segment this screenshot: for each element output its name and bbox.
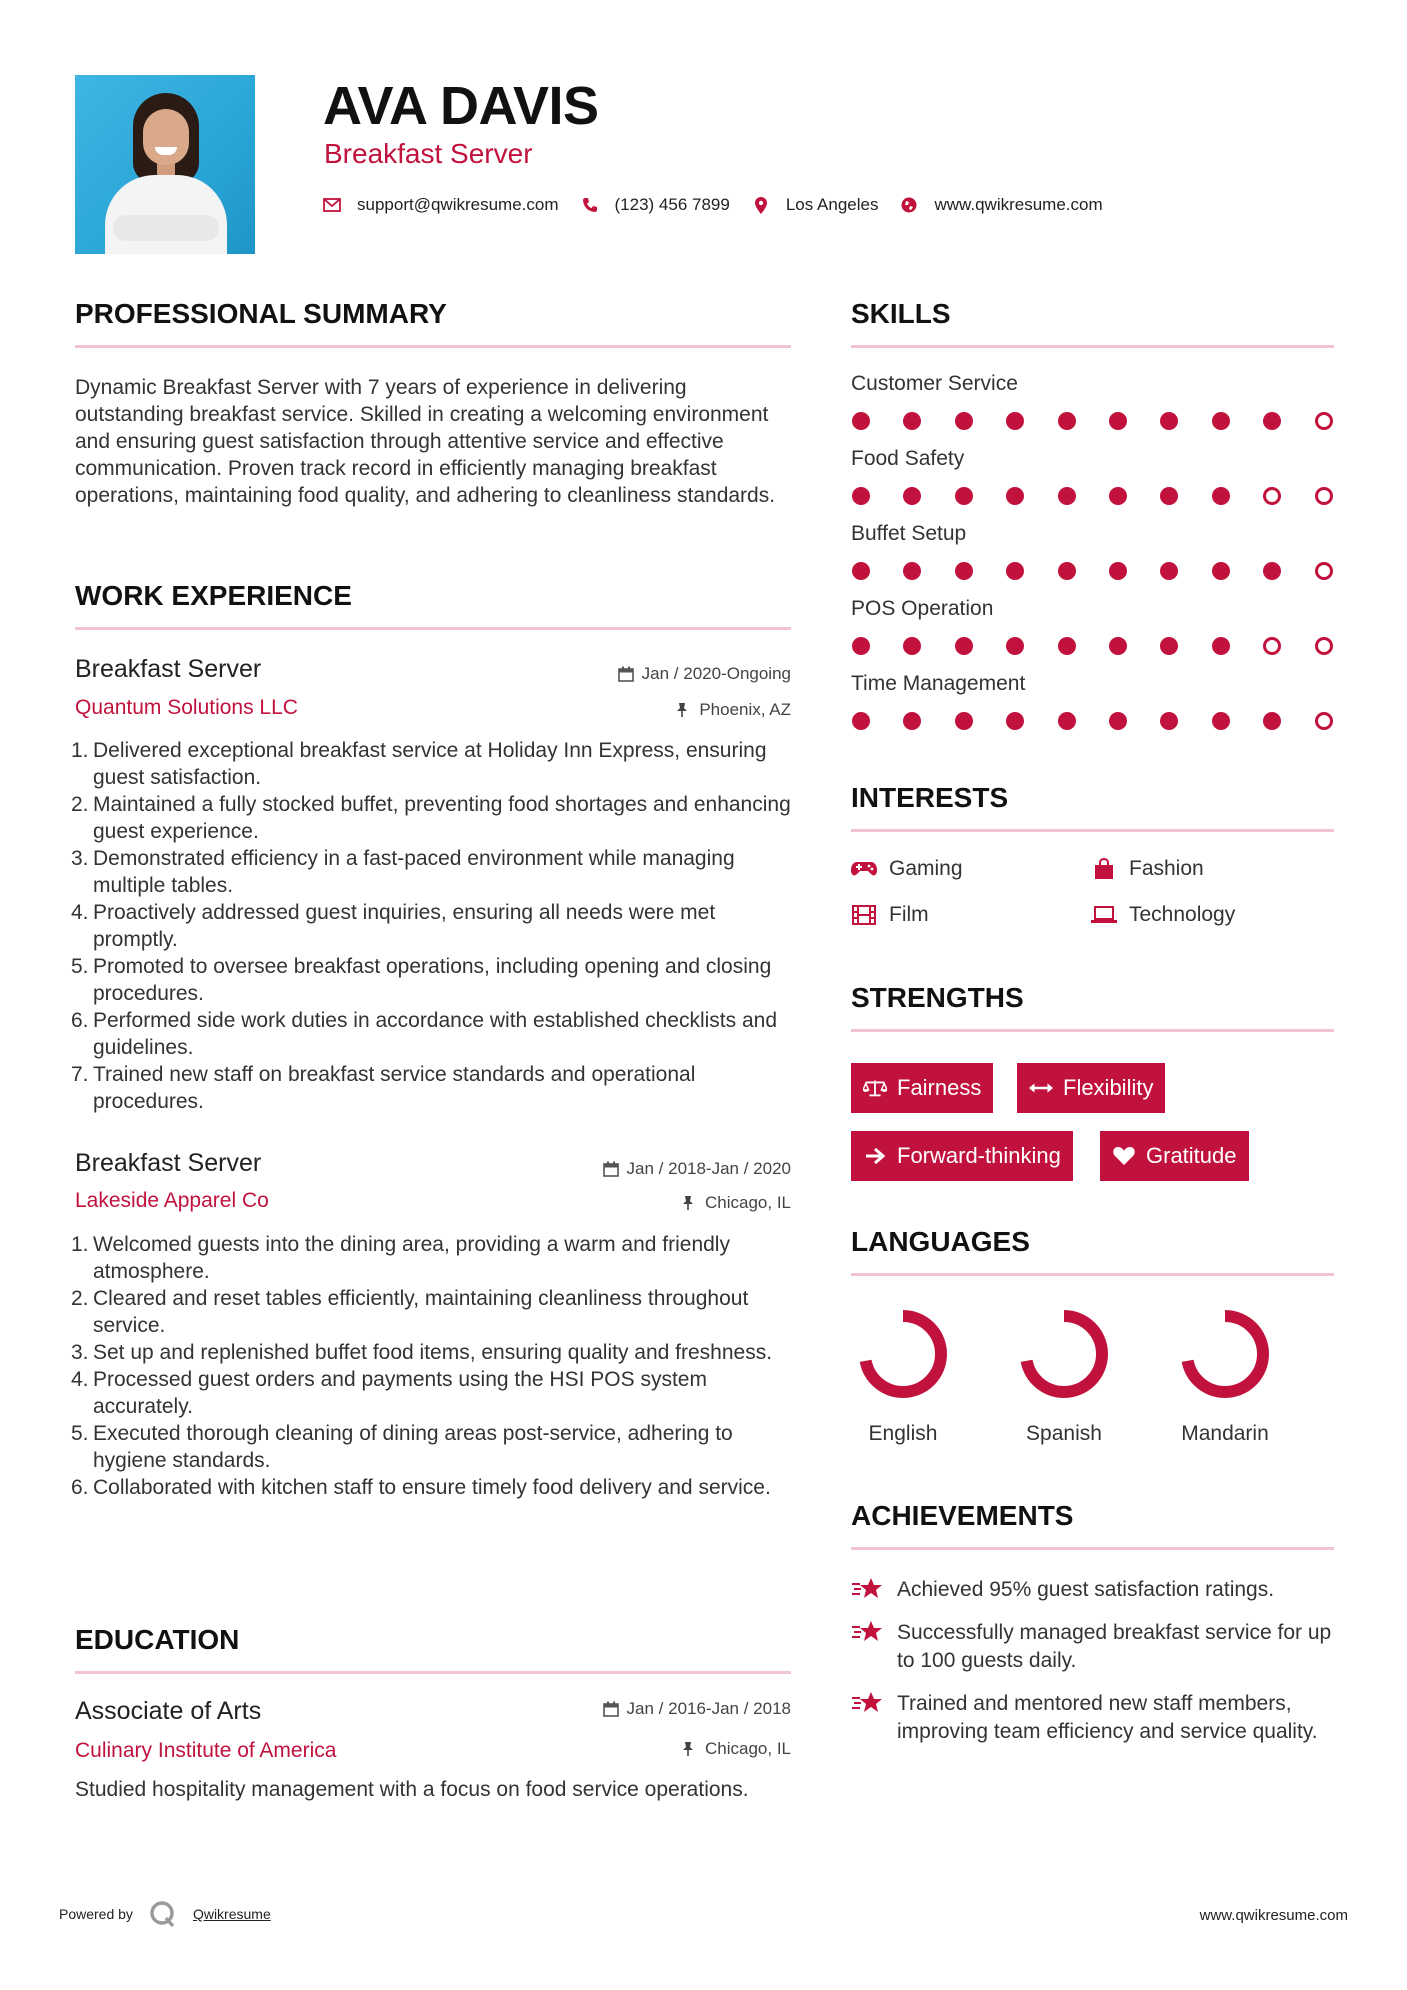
education-location: Chicago, IL	[681, 1739, 791, 1759]
contact-website[interactable]	[900, 195, 1102, 215]
list-item: 2. Maintained a fully stocked buffet, preventing food shortages and enhancing guest experience.	[71, 793, 791, 843]
profile-photo	[75, 75, 255, 254]
job-location: Phoenix, AZ	[675, 700, 791, 720]
rating-dot-filled	[852, 412, 870, 430]
powered-by-text: Powered by	[59, 1906, 133, 1922]
list-item: 7. Trained new staff on breakfast service standards and operational procedures.	[71, 1063, 696, 1113]
rating-dot-filled	[955, 487, 973, 505]
education-divider	[75, 1671, 791, 1674]
rating-dot-filled	[852, 487, 870, 505]
rating-dot-filled	[1160, 712, 1178, 730]
rating-dot-filled	[1109, 637, 1127, 655]
email-text: support@qwikresume.com	[357, 195, 559, 214]
qwikresume-logo-icon	[149, 1900, 177, 1928]
trophy-star-icon	[851, 1576, 885, 1604]
list-item: 3. Set up and replenished buffet food items, ensuring quality and freshness.	[71, 1341, 773, 1364]
phone-text: (123) 456 7899	[614, 195, 730, 214]
list-item: 4. Processed guest orders and payments using the HSI POS system accurately.	[71, 1368, 707, 1418]
candidate-title: Breakfast Server	[324, 138, 533, 169]
list-item: 4. Proactively addressed guest inquiries, ensuring all needs were met promptly.	[71, 901, 716, 951]
strength-badge-gratitude	[1100, 1131, 1249, 1181]
achievement-text: Achieved 95% guest satisfaction ratings.	[897, 1578, 1275, 1601]
film-icon	[851, 904, 877, 926]
rating-dot-filled	[1263, 562, 1281, 580]
list-item: 5. Executed thorough cleaning of dining areas post-service, adhering to hygiene standards.	[71, 1422, 733, 1472]
strengths-heading: STRENGTHS	[851, 982, 1024, 1013]
languages-divider	[851, 1273, 1334, 1276]
language-ring	[855, 1306, 951, 1402]
list-item: 2. Cleared and reset tables efficiently, maintaining cleanliness throughout service.	[71, 1287, 749, 1337]
rating-dot-filled	[1109, 412, 1127, 430]
language-ring	[1177, 1306, 1273, 1402]
rating-dot-filled	[1006, 412, 1024, 430]
language-label: Spanish	[1026, 1422, 1102, 1445]
trophy-star-icon	[851, 1690, 885, 1718]
job-title: Breakfast Server	[75, 1149, 262, 1177]
map-marker-icon	[752, 196, 770, 214]
job-1-responsibilities	[71, 737, 791, 1115]
achievement-item	[851, 1576, 1334, 1604]
trophy-star-icon	[851, 1619, 885, 1647]
contact-bar	[323, 194, 1125, 216]
arrow-right-icon	[863, 1146, 887, 1166]
job-title: Breakfast Server	[75, 655, 262, 683]
pin-icon	[675, 702, 691, 718]
achievement-text: Trained and mentored new staff members, improving team efficiency and service quality.	[897, 1692, 1318, 1743]
rating-dot-empty	[1263, 487, 1281, 505]
phone-icon	[581, 196, 599, 214]
summary-divider	[75, 345, 791, 348]
language-item	[1170, 1306, 1280, 1446]
pin-icon	[681, 1195, 697, 1211]
skill-name: Customer Service	[851, 372, 1018, 395]
rating-dot-filled	[1263, 712, 1281, 730]
language-proficiency-arc	[1187, 1316, 1263, 1392]
list-item: 1. Delivered exceptional breakfast service at Holiday Inn Express, ensuring guest satisfaction.	[71, 739, 767, 789]
contact-phone[interactable]	[581, 195, 730, 215]
website-text: www.qwikresume.com	[934, 195, 1103, 214]
skill-name: Time Management	[851, 672, 1026, 695]
rating-dot-filled	[1109, 562, 1127, 580]
rating-dot-empty	[1315, 412, 1333, 430]
skills-heading: SKILLS	[851, 298, 951, 329]
candidate-name: AVA DAVIS	[323, 76, 599, 136]
list-item: 6. Performed side work duties in accordance with established checklists and guidelines.	[71, 1009, 778, 1059]
achievements-divider	[851, 1547, 1334, 1550]
language-item	[1009, 1306, 1119, 1446]
rating-dot-empty	[1315, 562, 1333, 580]
rating-dot-filled	[1006, 637, 1024, 655]
degree-title: Associate of Arts	[75, 1697, 262, 1725]
list-item: 1. Welcomed guests into the dining area, providing a warm and friendly atmosphere.	[71, 1233, 730, 1283]
summary-text: Dynamic Breakfast Server with 7 years of experience in delivering outstanding breakfast service. Skilled in creating a welcoming environment and ensuring guest satisfaction through attentive service and effective communication. Proven track record in efficiently managing breakfast operations, maintaining food quality, and adhering to cleanliness standards.	[75, 376, 776, 507]
job-dates: Jan / 2018-Jan / 2020	[603, 1159, 791, 1179]
job-location: Chicago, IL	[681, 1193, 791, 1213]
rating-dot-empty	[1315, 487, 1333, 505]
language-proficiency-arc	[865, 1316, 941, 1392]
rating-dot-filled	[852, 637, 870, 655]
interest-label: Technology	[1129, 903, 1236, 926]
list-item: 6. Collaborated with kitchen staff to ensure timely food delivery and service.	[71, 1476, 771, 1499]
interest-gaming	[851, 857, 963, 881]
calendar-icon	[603, 1701, 619, 1717]
rating-dot-filled	[1006, 487, 1024, 505]
calendar-icon	[618, 666, 634, 682]
rating-dot-filled	[1160, 637, 1178, 655]
language-proficiency-arc	[1026, 1316, 1102, 1392]
strength-badge-flexibility	[1017, 1063, 1165, 1113]
rating-dot-filled	[903, 562, 921, 580]
rating-dot-filled	[1160, 487, 1178, 505]
brand-link[interactable]: Qwikresume	[192, 1906, 271, 1922]
language-ring	[1016, 1306, 1112, 1402]
rating-dot-filled	[955, 562, 973, 580]
rating-dot-filled	[955, 637, 973, 655]
heart-icon	[1112, 1146, 1136, 1166]
gamepad-icon	[851, 858, 877, 880]
rating-dot-empty	[1263, 637, 1281, 655]
strength-label: Forward-thinking	[897, 1143, 1061, 1168]
strengths-divider	[851, 1029, 1334, 1032]
rating-dot-empty	[1315, 712, 1333, 730]
education-heading: EDUCATION	[75, 1624, 240, 1655]
strength-badge-forward-thinking	[851, 1131, 1073, 1181]
rating-dot-filled	[1006, 712, 1024, 730]
strength-label: Gratitude	[1146, 1143, 1237, 1168]
rating-dot-filled	[852, 712, 870, 730]
rating-dot-filled	[1058, 637, 1076, 655]
list-item: 5. Promoted to oversee breakfast operations, including opening and closing procedures.	[71, 955, 772, 1005]
calendar-icon	[603, 1161, 619, 1177]
education-description: Studied hospitality management with a focus on food service operations.	[75, 1778, 749, 1801]
footer-powered-by	[59, 1900, 271, 1928]
rating-dot-filled	[1212, 487, 1230, 505]
rating-dot-filled	[903, 412, 921, 430]
skill-rating	[852, 712, 1333, 730]
interest-film	[851, 903, 929, 927]
interest-fashion	[1091, 857, 1204, 881]
rating-dot-filled	[1212, 562, 1230, 580]
job-company: Lakeside Apparel Co	[75, 1189, 269, 1212]
skill-rating	[852, 487, 1333, 505]
experience-heading: WORK EXPERIENCE	[75, 580, 352, 611]
arrows-horizontal-icon	[1029, 1078, 1053, 1098]
languages-heading: LANGUAGES	[851, 1226, 1030, 1257]
school-name: Culinary Institute of America	[75, 1739, 337, 1762]
job-2-responsibilities	[71, 1231, 791, 1501]
skill-name: Buffet Setup	[851, 522, 967, 545]
rating-dot-filled	[1058, 412, 1076, 430]
interests-heading: INTERESTS	[851, 782, 1009, 813]
strength-label: Flexibility	[1063, 1075, 1154, 1100]
rating-dot-filled	[955, 712, 973, 730]
pin-icon	[681, 1741, 697, 1757]
contact-location	[752, 195, 879, 215]
skill-name: POS Operation	[851, 597, 994, 620]
interest-technology	[1091, 903, 1235, 927]
rating-dot-filled	[1212, 637, 1230, 655]
strength-label: Fairness	[897, 1075, 982, 1100]
rating-dot-filled	[903, 637, 921, 655]
contact-email[interactable]	[323, 195, 559, 215]
rating-dot-filled	[1263, 412, 1281, 430]
education-dates: Jan / 2016-Jan / 2018	[603, 1699, 791, 1719]
rating-dot-filled	[1160, 412, 1178, 430]
shopping-bag-icon	[1091, 858, 1117, 880]
interest-label: Film	[889, 903, 929, 926]
rating-dot-filled	[1212, 412, 1230, 430]
laptop-icon	[1091, 904, 1117, 926]
location-text: Los Angeles	[785, 195, 879, 214]
envelope-icon	[323, 196, 341, 214]
achievements-heading: ACHIEVEMENTS	[851, 1500, 1074, 1531]
balance-scale-icon	[863, 1078, 887, 1098]
language-label: English	[868, 1422, 938, 1445]
rating-dot-filled	[903, 712, 921, 730]
strength-badge-fairness	[851, 1063, 993, 1113]
interests-divider	[851, 829, 1334, 832]
skill-rating	[852, 637, 1333, 655]
rating-dot-filled	[1212, 712, 1230, 730]
rating-dot-filled	[1006, 562, 1024, 580]
skill-rating	[852, 562, 1333, 580]
achievement-text: Successfully managed breakfast service for up to 100 guests daily.	[897, 1621, 1332, 1672]
rating-dot-filled	[1109, 712, 1127, 730]
interest-label: Gaming	[889, 857, 963, 880]
list-item: 3. Demonstrated efficiency in a fast-paced environment while managing multiple tables.	[71, 847, 735, 897]
language-item	[848, 1306, 958, 1446]
job-company: Quantum Solutions LLC	[75, 696, 298, 719]
rating-dot-filled	[852, 562, 870, 580]
rating-dot-filled	[903, 487, 921, 505]
achievement-item	[851, 1619, 1334, 1675]
rating-dot-filled	[1109, 487, 1127, 505]
rating-dot-filled	[1058, 562, 1076, 580]
summary-heading: PROFESSIONAL SUMMARY	[75, 298, 447, 329]
globe-icon	[900, 196, 918, 214]
language-label: Mandarin	[1181, 1422, 1269, 1445]
achievement-item	[851, 1690, 1334, 1746]
skill-rating	[852, 412, 1333, 430]
job-dates: Jan / 2020-Ongoing	[618, 664, 791, 684]
rating-dot-filled	[1058, 487, 1076, 505]
rating-dot-filled	[955, 412, 973, 430]
skills-divider	[851, 345, 1334, 348]
experience-divider	[75, 627, 791, 630]
rating-dot-empty	[1315, 637, 1333, 655]
rating-dot-filled	[1058, 712, 1076, 730]
footer-url[interactable]: www.qwikresume.com	[1199, 1907, 1348, 1924]
skill-name: Food Safety	[851, 447, 965, 470]
rating-dot-filled	[1160, 562, 1178, 580]
interest-label: Fashion	[1129, 857, 1204, 880]
